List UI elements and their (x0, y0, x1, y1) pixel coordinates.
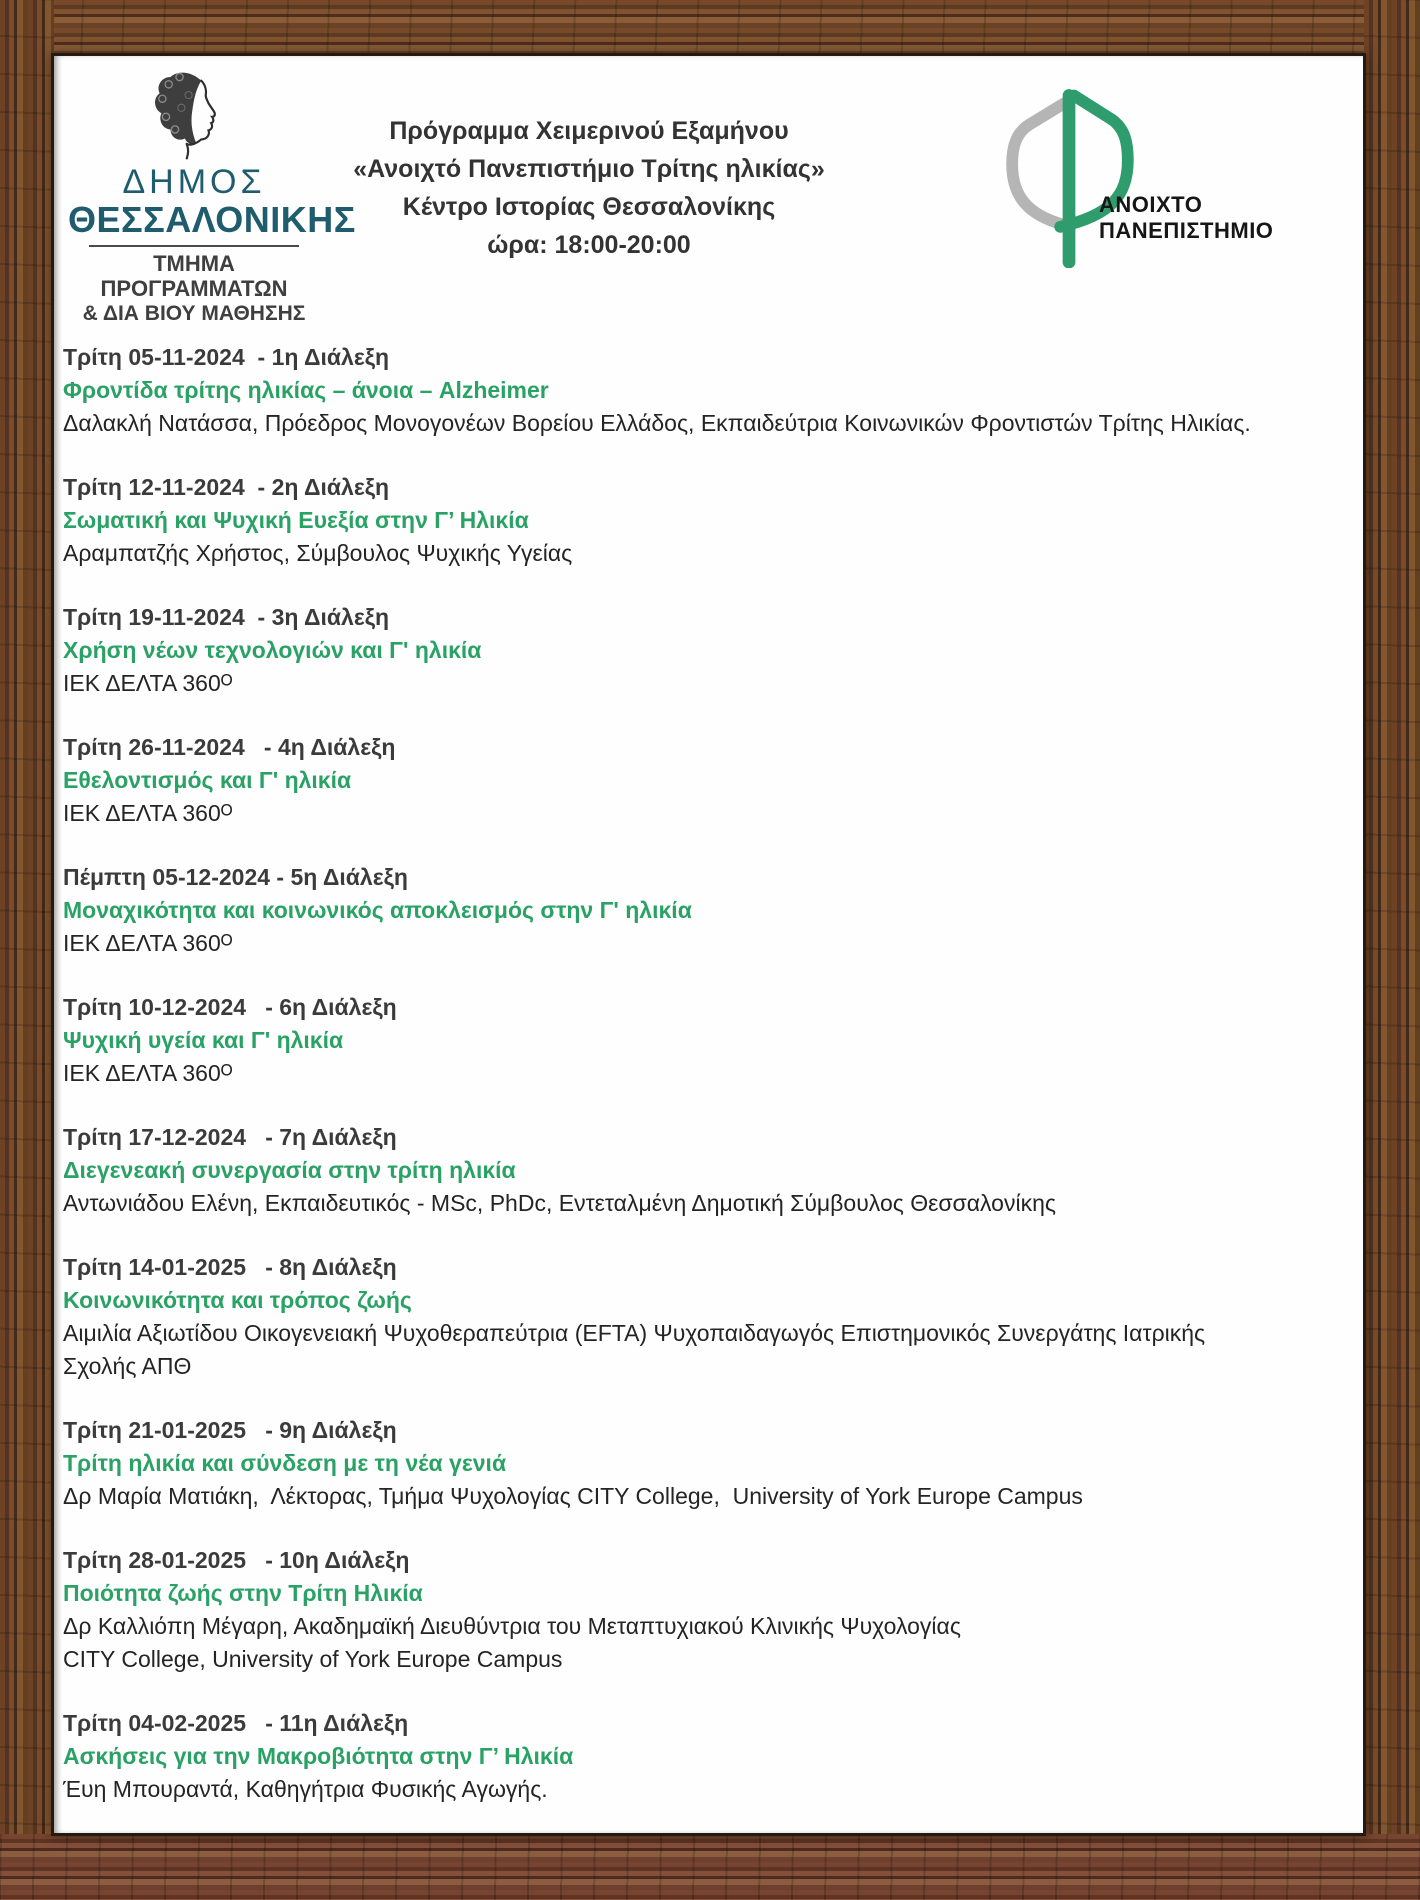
open-university-logo (939, 72, 1279, 282)
open-university-line1: ΑΝΟΙΧΤΟ (1099, 192, 1203, 217)
lecture-item (63, 471, 1347, 570)
lecture-date: Τρίτη 12-11-2024 - 2η Διάλεξη (63, 474, 390, 500)
poster-title (304, 112, 874, 264)
lecture-date: Τρίτη 14-01-2025 - 8η Διάλεξη (63, 1254, 397, 1280)
municipality-name-line2: ΘΕΣΣΑΛΟΝΙΚΗΣ (68, 199, 356, 240)
lecture-title: Τρίτη ηλικία και σύνδεση με τη νέα γενιά (63, 1450, 507, 1476)
lecture-speaker-line: Δρ Μαρία Ματιάκη, Λέκτορας, Τμήμα Ψυχολογίας CITY College, University of York Europe Campus (63, 1483, 1083, 1509)
lecture-list (54, 341, 1363, 1806)
lecture-speakers (63, 1480, 1347, 1513)
lecture-speaker-line: ΙΕΚ ΔΕΛΤΑ 360ᴼ (63, 1060, 233, 1086)
lecture-speakers (63, 927, 1347, 960)
lecture-speaker-line: Αραμπατζής Χρήστος, Σύμβουλος Ψυχικής Υγείας (63, 540, 573, 566)
lecture-item (63, 991, 1347, 1090)
lecture-speaker-line: Δρ Καλλιόπη Μέγαρη, Ακαδημαϊκή Διευθύντρια του Μεταπτυχιακού Κλινικής Ψυχολογίας (63, 1613, 961, 1639)
lecture-speaker-line: Αιμιλία Αξιωτίδου Οικογενειακή Ψυχοθεραπεύτρια (EFTA) Ψυχοπαιδαγωγός Επιστημονικός Συνεργάτης Ιατρικής (63, 1320, 1206, 1346)
lecture-speakers (63, 797, 1347, 830)
lecture-title: Σωματική και Ψυχική Ευεξία στην Γ’ Ηλικία (63, 507, 529, 533)
lecture-title: Χρήση νέων τεχνολογιών και Γ' ηλικία (63, 637, 482, 663)
wood-frame-left (0, 0, 54, 1900)
municipality-name-line1: ΔΗΜΟΣ (122, 163, 266, 201)
lecture-title: Ασκήσεις για την Μακροβιότητα στην Γ’ Ηλικία (63, 1743, 574, 1769)
lecture-title: Ψυχική υγεία και Γ' ηλικία (63, 1027, 344, 1053)
lecture-speaker-line: Αντωνιάδου Ελένη, Εκπαιδευτικός - MSc, PhDc, Εντεταλμένη Δημοτική Σύμβουλος Θεσσαλονίκης (63, 1190, 1056, 1216)
title-line-time: ώρα: 18:00-20:00 (487, 231, 691, 259)
wood-frame-right (1364, 0, 1420, 1900)
lecture-item (63, 1251, 1347, 1383)
poster-header (54, 56, 1363, 325)
logo-divider (89, 245, 299, 247)
poster-page (51, 53, 1366, 1836)
lecture-speaker-line: ΙΕΚ ΔΕΛΤΑ 360ᴼ (63, 930, 233, 956)
lecture-item (63, 1544, 1347, 1676)
open-university-line2: ΠΑΝΕΠΙΣΤΗΜΙΟ (1099, 218, 1274, 243)
lecture-date: Τρίτη 28-01-2025 - 10η Διάλεξη (63, 1547, 410, 1573)
classical-head-icon (146, 68, 242, 162)
lecture-speaker-line: Έυη Μπουραντά, Καθηγήτρια Φυσικής Αγωγής. (63, 1776, 548, 1802)
lecture-date: Πέμπτη 05-12-2024 - 5η Διάλεξη (63, 864, 408, 890)
title-line-venue: Κέντρο Ιστορίας Θεσσαλονίκης (402, 193, 776, 221)
lecture-date: Τρίτη 26-11-2024 - 4η Διάλεξη (63, 734, 396, 760)
lecture-speaker-line: ΙΕΚ ΔΕΛΤΑ 360ᴼ (63, 670, 233, 696)
lecture-title: Κοινωνικότητα και τρόπος ζωής (63, 1287, 412, 1313)
lecture-speaker-line: Δαλακλή Νατάσσα, Πρόεδρος Μονογονέων Βορείου Ελλάδος, Εκπαιδεύτρια Κοινωνικών Φροντιστών Τρίτης Ηλικίας. (63, 410, 1251, 436)
lecture-item (63, 1414, 1347, 1513)
lecture-speaker-line: CITY College, University of York Europe Campus (63, 1646, 563, 1672)
lecture-speakers (63, 1187, 1347, 1220)
lecture-title: Φροντίδα τρίτης ηλικίας – άνοια – Alzheimer (63, 377, 549, 403)
lecture-item (63, 1707, 1347, 1806)
lecture-date: Τρίτη 19-11-2024 - 3η Διάλεξη (63, 604, 390, 630)
lecture-date: Τρίτη 10-12-2024 - 6η Διάλεξη (63, 994, 397, 1020)
lecture-speaker-line: Σχολής ΑΠΘ (63, 1353, 192, 1379)
lecture-speakers (63, 1317, 1347, 1383)
lecture-item (63, 1121, 1347, 1220)
lecture-speakers (63, 407, 1347, 440)
lecture-date: Τρίτη 05-11-2024 - 1η Διάλεξη (63, 344, 390, 370)
title-line-university: «Ανοιχτό Πανεπιστήμιο Τρίτης ηλικίας» (353, 155, 825, 183)
lecture-item (63, 601, 1347, 700)
lecture-speakers (63, 1773, 1347, 1806)
lecture-speaker-line: ΙΕΚ ΔΕΛΤΑ 360ᴼ (63, 800, 233, 826)
wood-frame-bottom (0, 1834, 1420, 1900)
lecture-item (63, 341, 1347, 440)
lecture-title: Ποιότητα ζωής στην Τρίτη Ηλικία (63, 1580, 423, 1606)
lecture-speakers (63, 537, 1347, 570)
lecture-title: Διεγενεακή συνεργασία στην τρίτη ηλικία (63, 1157, 516, 1183)
lecture-date: Τρίτη 17-12-2024 - 7η Διάλεξη (63, 1124, 397, 1150)
department-line1: ΤΜΗΜΑ ΠΡΟΓΡΑΜΜΑΤΩΝ (100, 251, 288, 301)
lecture-title: Εθελοντισμός και Γ' ηλικία (63, 767, 352, 793)
lecture-date: Τρίτη 04-02-2025 - 11η Διάλεξη (63, 1710, 409, 1736)
lecture-speakers (63, 1057, 1347, 1090)
lecture-speakers (63, 1610, 1347, 1676)
lecture-item (63, 861, 1347, 960)
title-line-program: Πρόγραμμα Χειμερινού Εξαμήνου (389, 117, 789, 145)
lecture-date: Τρίτη 21-01-2025 - 9η Διάλεξη (63, 1417, 397, 1443)
municipality-logo (68, 68, 356, 326)
open-university-wordmark (1099, 192, 1273, 244)
department-line2: & ΔΙΑ ΒΙΟΥ ΜΑΘΗΣΗΣ (82, 302, 306, 325)
lecture-title: Μοναχικότητα και κοινωνικός αποκλεισμός στην Γ' ηλικία (63, 897, 692, 923)
lecture-speakers (63, 667, 1347, 700)
lecture-item (63, 731, 1347, 830)
